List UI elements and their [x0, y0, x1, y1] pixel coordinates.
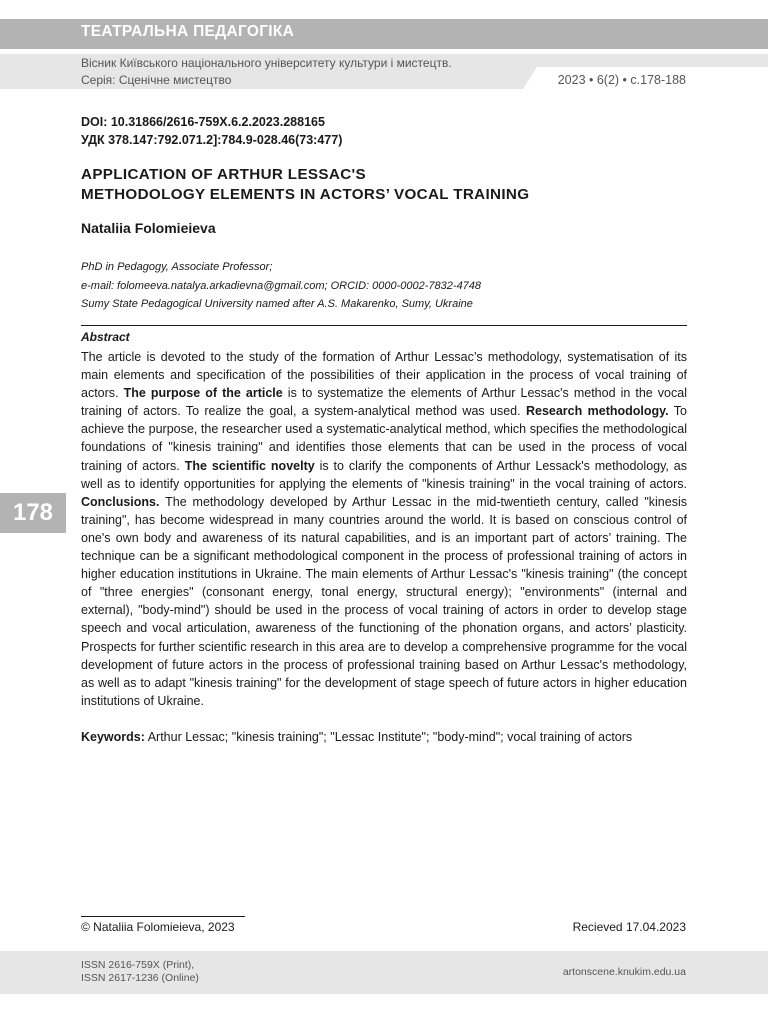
- journal-title-line2: Серія: Сценічне мистецтво: [81, 72, 232, 87]
- section-banner: [0, 19, 768, 49]
- author-degree: PhD in Pedagogy, Associate Professor;: [81, 261, 273, 273]
- purpose-label: The purpose of the article: [123, 386, 283, 401]
- issn-print: ISSN 2616-759X (Print),: [81, 959, 195, 971]
- author-contact: e-mail: folomeeva.natalya.arkadievna@gmail.com; ORCID: 0000-0002-7832-4748: [81, 279, 482, 292]
- footnote-divider: [81, 916, 245, 917]
- author-institution: Sumy State Pedagogical University named after A.S. Makarenko, Sumy, Ukraine: [81, 298, 473, 310]
- title-line1: APPLICATION OF ARTHUR LESSAC'S: [81, 166, 366, 183]
- title-line2: METHODOLOGY ELEMENTS IN ACTORS’ VOCAL TRAINING: [81, 185, 530, 203]
- article-title: [81, 165, 529, 204]
- section-title: ТЕАТРАЛЬНА ПЕДАГОГІКА: [81, 23, 295, 40]
- issn-online: ISSN 2617-1236 (Online): [81, 971, 199, 984]
- identifiers: [81, 114, 342, 149]
- abstract-methodology: To achieve the purpose, the researcher used a systematic-analytical method, which specifies the methodological foundations of "kinesis training" and identifies those elements that can be used in the process of vocal training of actors.: [81, 404, 687, 473]
- author-name: Nataliia Folomieieva: [81, 220, 216, 236]
- abstract-purpose: is to systematize the elements of Arthur Lessac's method in the vocal training of actors. To realize the goal, a system-analytical method was used.: [81, 386, 687, 419]
- keywords: [81, 728, 687, 746]
- author-affiliation: [81, 258, 481, 314]
- journal-title-line1: Вісник Київського національного університету культури і мистецтв.: [81, 56, 452, 70]
- website-link[interactable]: artonscene.knukim.edu.ua: [562, 966, 686, 978]
- received-date: Recieved 17.04.2023: [572, 920, 686, 934]
- volume-info: 2023 • 6(2) • с.178-188: [557, 73, 686, 87]
- novelty-label: The scientific novelty: [184, 458, 315, 473]
- keywords-label: Keywords:: [81, 730, 145, 744]
- methodology-label: Research methodology.: [525, 404, 669, 419]
- keywords-text: Arthur Lessac; "kinesis training"; "Lessac Institute"; "body-mind"; vocal training of actors: [144, 730, 633, 744]
- conclusions-label: Conclusions.: [81, 494, 160, 509]
- journal-title: [81, 55, 452, 88]
- abstract-novelty: is to clarify the components of Arthur Lessack's methodology, as well as to identify opportunities for applying the elements of "kinesis training" in the vocal training of actors.: [81, 458, 688, 491]
- abstract-divider: [81, 325, 687, 326]
- journal-banner: [0, 54, 768, 89]
- issn-info: [81, 959, 199, 984]
- copyright: © Nataliia Folomieieva, 2023: [81, 920, 235, 934]
- udc: УДК 378.147:792.071.2]:784.9-028.46(73:477): [81, 132, 343, 147]
- doi: DOI: 10.31866/2616-759X.6.2.2023.288165: [81, 115, 325, 129]
- abstract-body: [81, 348, 687, 710]
- abstract-intro: The article is devoted to the study of the formation of Arthur Lessac’s methodology, systematisation of its main elements and specification of the possibilities of their application in the process of vocal training of actors.: [81, 350, 687, 401]
- abstract-conclusions: The methodology developed by Arthur Lessac in the mid-twentieth century, called "kinesis training", has become widespread in many countries around the world. It is based on conscious control of one's own body and awareness of its natural capabilities, and is an important part of actors’ training. The technique can be a significant methodological component in the process of professional training of actors in higher education institutions in Ukraine. The main elements of Arthur Lessac's "kinesis training" (the concept of "three energies" (consonant energy, tonal energy, structural energy); "environments" (internal and external), "body-mind") should be used in the process of vocal training of actors in order to develop stage speech and vocal articulation, awareness of the functioning of the phonation organs, and actors’ plasticity. Prospects for further scientific research in this area are to develop a comprehensive programme for the vocal development of future actors in the process of professional training based on Arthur Lessac's methodology, as well as to adapt "kinesis training" for the development of stage speech of future actors in higher education institutions of Ukraine.: [81, 494, 687, 708]
- footer-bar: [0, 951, 768, 994]
- abstract-heading: Abstract: [81, 330, 130, 344]
- page-number: 178: [0, 493, 66, 533]
